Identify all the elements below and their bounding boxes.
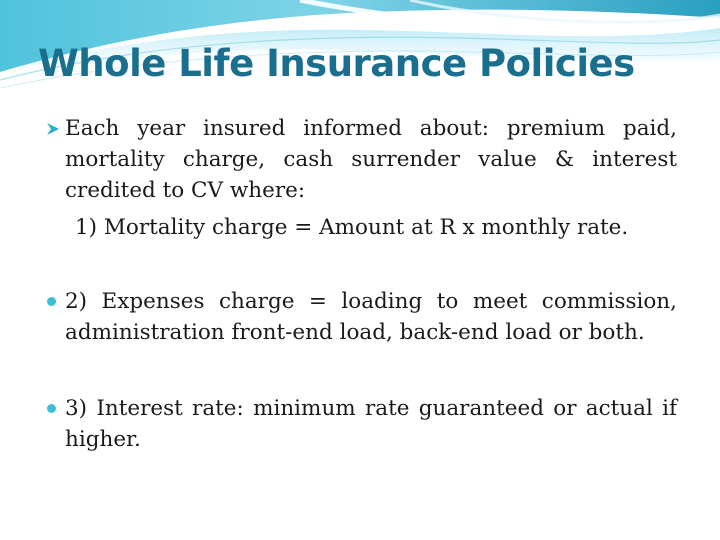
slide-title: Whole Life Insurance Policies: [38, 42, 635, 85]
dot-bullet-icon: [47, 297, 56, 306]
arrow-bullet-icon: [46, 122, 60, 136]
bullet-list: [45, 113, 677, 455]
bullet-item-2: [45, 286, 677, 348]
bullet-item-1: [45, 113, 677, 206]
dot-bullet-icon: [47, 404, 56, 413]
bullet-text: 3) Interest rate: minimum rate guaranteed or actual if higher.: [65, 396, 677, 452]
bullet-item-3: [45, 393, 677, 455]
bullet-text: 2) Expenses charge = loading to meet commission, administration front-end load, back-end load or both.: [65, 289, 677, 345]
bullet-text: Each year insured informed about: premium paid, mortality charge, cash surrender value & interest credited to CV where:: [65, 116, 677, 203]
sub-item-mortality-charge: 1) Mortality charge = Amount at R x monthly rate.: [75, 215, 629, 240]
